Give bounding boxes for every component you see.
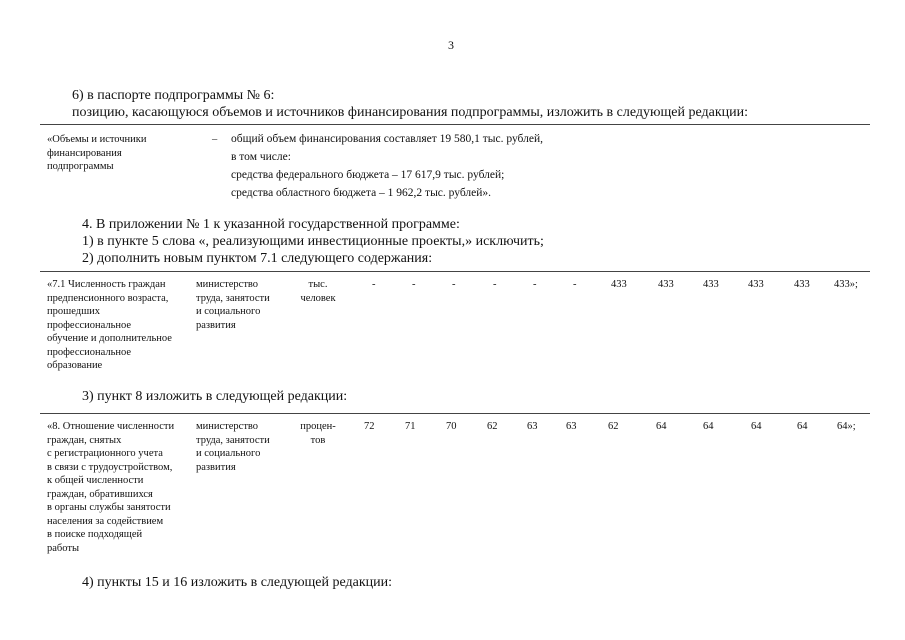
row71-unit: тыс. человек: [300, 279, 336, 304]
finance-values: [231, 130, 543, 202]
section4-heading: 4. В приложении № 1 к указанной государственной программе:: [82, 217, 460, 232]
finance-line-including: в том числе:: [231, 151, 291, 163]
row8-value: 71: [405, 421, 416, 432]
row8-value: 72: [364, 421, 375, 432]
item4-heading: 4) пункты 15 и 16 изложить в следующей редакции:: [82, 575, 393, 590]
row71-value: -: [452, 279, 456, 290]
row71-value: 433: [703, 279, 719, 290]
finance-label: «Объемы и источники финансирования подпрограммы: [47, 134, 147, 172]
row8-unit: процен- тов: [300, 421, 336, 446]
row8-value: 70: [446, 421, 457, 432]
row71-value: 433»;: [834, 279, 858, 290]
row71-value: -: [412, 279, 416, 290]
row71-value: 433: [658, 279, 674, 290]
row8-value: 62: [608, 421, 619, 432]
row71-value: -: [533, 279, 537, 290]
row71-value: -: [573, 279, 577, 290]
row71-value: 433: [794, 279, 810, 290]
table-top-rule: [40, 124, 870, 125]
row71-value: 433: [748, 279, 764, 290]
finance-line-total: общий объем финансирования составляет 19 580,1 тыс. рублей,: [231, 133, 543, 145]
item6-heading: 6) в паспорте подпрограммы № 6:: [72, 88, 275, 103]
row71-value: -: [493, 279, 497, 290]
row71-top-rule: [40, 271, 870, 272]
row8-ministry: министерство труда, занятости и социального развития: [196, 421, 270, 473]
row8-value: 62: [487, 421, 498, 432]
row71-name: «7.1 Численность граждан предпенсионного возраста, прошедших профессиональное обучение и дополнительное профессиональное образование: [47, 279, 172, 371]
item3-heading: 3) пункт 8 изложить в следующей редакции:: [82, 389, 348, 404]
row8-value: 64: [797, 421, 808, 432]
row8-name: «8. Отношение численности граждан, снятых с регистрационного учета в связи с трудоустройством, к общей численности граждан, обратившихся в органы службы занятости населения за содействием в поиске подходящей работы: [47, 421, 175, 554]
row8-value: 63: [566, 421, 577, 432]
row8-value: 64: [656, 421, 667, 432]
row8-value: 63: [527, 421, 538, 432]
section4-item2: 2) дополнить новым пунктом 7.1 следующего содержания:: [82, 251, 433, 266]
row8-top-rule: [40, 413, 870, 414]
row71-value: 433: [611, 279, 627, 290]
page-number: 3: [448, 38, 454, 52]
row71-value: -: [372, 279, 376, 290]
row8-value: 64: [703, 421, 714, 432]
finance-dash: –: [212, 134, 218, 145]
finance-line-federal: средства федерального бюджета – 17 617,9 тыс. рублей;: [231, 169, 505, 181]
row8-value: 64»;: [837, 421, 856, 432]
finance-line-regional: средства областного бюджета – 1 962,2 тыс. рублей».: [231, 187, 492, 199]
row8-value: 64: [751, 421, 762, 432]
row71-ministry: министерство труда, занятости и социального развития: [196, 279, 270, 331]
section4-item1: 1) в пункте 5 слова «, реализующими инвестиционные проекты,» исключить;: [82, 234, 544, 249]
item6-description: позицию, касающуюся объемов и источников финансирования подпрограммы, изложить в следующей редакции:: [72, 105, 748, 120]
